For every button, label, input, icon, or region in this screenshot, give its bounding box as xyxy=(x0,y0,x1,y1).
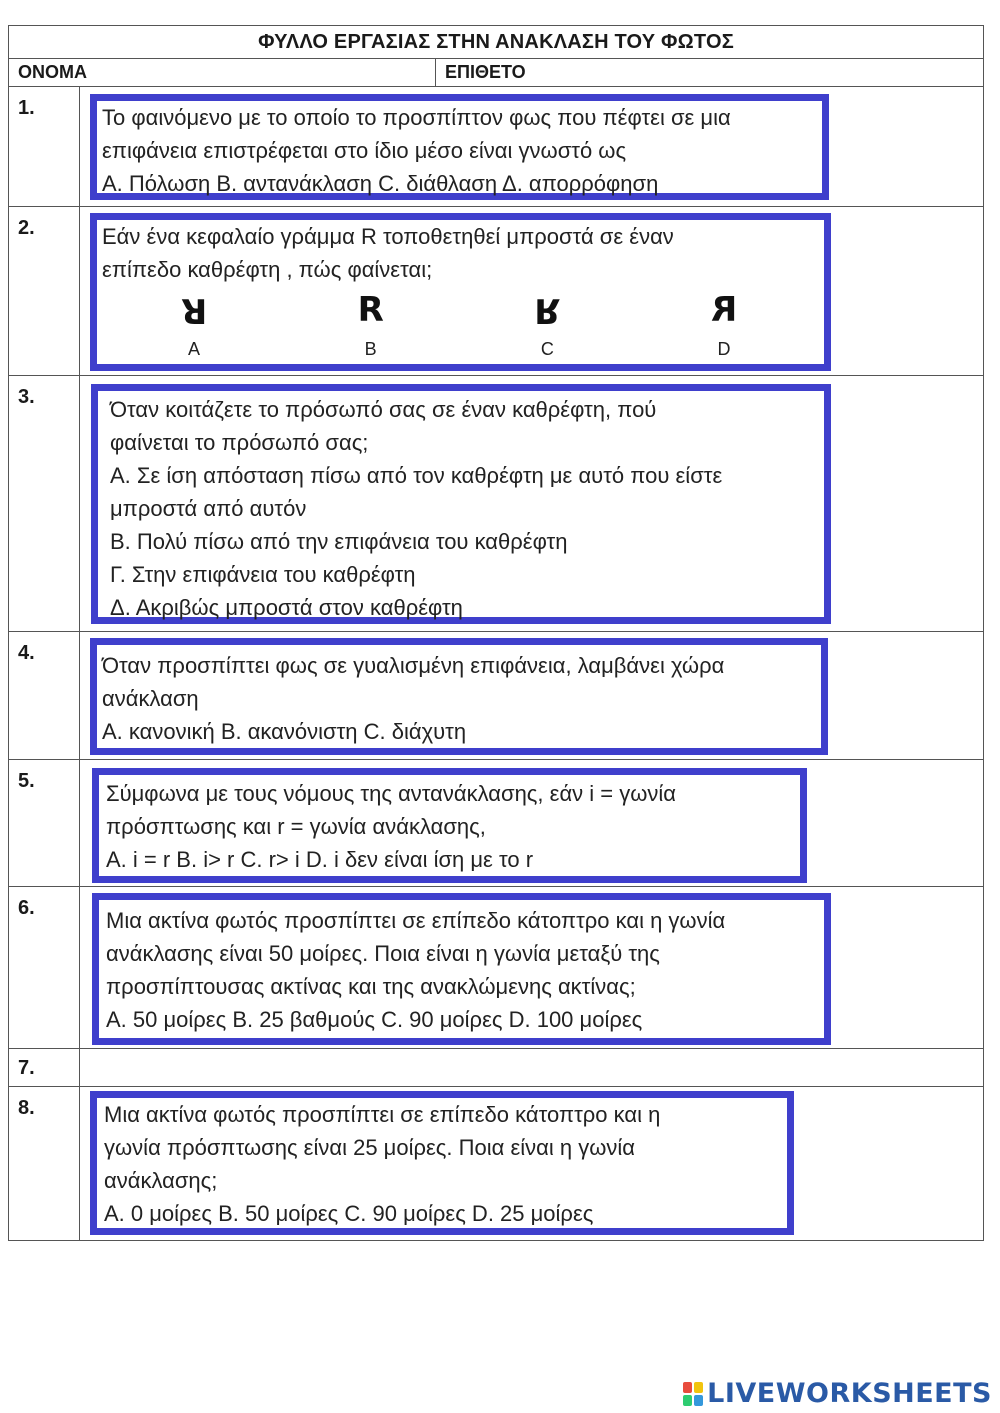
liveworksheets-logo xyxy=(683,1378,992,1409)
normal-r-glyph: R xyxy=(357,290,384,330)
question-box-4[interactable] xyxy=(90,638,828,755)
question-row-7 xyxy=(9,1049,983,1087)
question-text-line: γωνία πρόσπτωσης είναι 25 μοίρες. Ποια είναι η γωνία xyxy=(104,1135,635,1160)
mirrored-r-glyph: R xyxy=(710,290,738,330)
question-number: 6. xyxy=(9,887,80,1048)
question-text-line: επίπεδο καθρέφτη , πώς φαίνεται; xyxy=(102,257,433,282)
option-c[interactable] xyxy=(517,290,577,362)
question-text-line: ανάκλασης είναι 50 μοίρες. Ποια είναι η γωνία μεταξύ της xyxy=(106,941,660,966)
answer-option-b: B. Πολύ πίσω από την επιφάνεια του καθρέφτη xyxy=(110,529,568,554)
question-row-3 xyxy=(9,376,983,632)
question-text-line: Εάν ένα κεφαλαίο γράμμα R τοποθετηθεί μπροστά σε έναν xyxy=(102,224,674,249)
question-box-8[interactable] xyxy=(90,1091,794,1235)
question-text-line: Μια ακτίνα φωτός προσπίπτει σε επίπεδο κάτοπτρο και η xyxy=(104,1102,661,1127)
name-row xyxy=(9,59,983,87)
question-box-3[interactable] xyxy=(91,384,831,624)
question-text-line: προσπίπτουσας ακτίνας και της ανακλώμενης ακτίνας; xyxy=(106,974,636,999)
question-box-5[interactable] xyxy=(92,768,807,883)
question-text-line: επιφάνεια επιστρέφεται στο ίδιο μέσο είναι γνωστό ως xyxy=(102,138,627,163)
option-b[interactable] xyxy=(341,290,401,362)
question-text-line: φαίνεται το πρόσωπό σας; xyxy=(110,430,369,455)
option-a[interactable] xyxy=(164,290,224,362)
surname-field[interactable] xyxy=(436,59,983,86)
option-label: C xyxy=(540,339,554,359)
option-label: D xyxy=(717,339,731,359)
question-text-line: Μια ακτίνα φωτός προσπίπτει σε επίπεδο κάτοπτρο και η γωνία xyxy=(106,908,726,933)
option-d[interactable] xyxy=(694,290,754,362)
question-text-line: Όταν κοιτάζετε το πρόσωπό σας σε έναν καθρέφτη, πού xyxy=(110,397,657,422)
answer-option-a-cont: μπροστά από αυτόν xyxy=(110,496,307,521)
answer-option-d: Δ. Ακριβώς μπροστά στον καθρέφτη xyxy=(110,595,463,620)
option-label: B xyxy=(364,339,377,359)
question-text-line: ανάκλασης; xyxy=(104,1168,218,1193)
question-box-1[interactable] xyxy=(90,94,829,200)
worksheet-title: ΦΥΛΛΟ ΕΡΓΑΣΙΑΣ ΣΤΗΝ ΑΝΑΚΛΑΣΗ ΤΟΥ ΦΩΤΟΣ xyxy=(9,26,983,59)
question-box-2[interactable] xyxy=(90,213,831,371)
question-text-line: Το φαινόμενο με το οποίο το προσπίπτον φως που πέφτει σε μια xyxy=(102,105,731,130)
answer-options: A. κανονική B. ακανόνιστη C. διάχυτη xyxy=(102,719,467,744)
question-number: 8. xyxy=(9,1087,80,1240)
answer-options: A. Πόλωση B. αντανάκλαση C. διάθλαση Δ. απορρόφηση xyxy=(102,171,659,196)
question-text-line: ανάκλαση xyxy=(102,686,199,711)
r-mirror-options xyxy=(102,290,824,362)
question-box-6[interactable] xyxy=(92,893,831,1045)
question-number: 5. xyxy=(9,760,80,886)
brand-text: LIVEWORKSHEETS xyxy=(707,1378,992,1409)
question-number: 7. xyxy=(9,1049,80,1086)
answer-option-c: Γ. Στην επιφάνεια του καθρέφτη xyxy=(110,562,416,587)
question-number: 3. xyxy=(9,376,80,631)
question-text-line: πρόσπτωσης και r = γωνία ανάκλασης, xyxy=(106,814,486,839)
question-number: 1. xyxy=(9,87,80,206)
answer-options: A. i = r B. i> r C. r> i D. i δεν είναι ίση με το r xyxy=(106,847,534,872)
question-row-2 xyxy=(9,207,983,376)
question-text-line: Σύμφωνα με τους νόμους της αντανάκλασης, εάν i = γωνία xyxy=(106,781,677,806)
answer-options: A. 50 μοίρες B. 25 βαθμούς C. 90 μοίρες D. 100 μοίρες xyxy=(106,1007,643,1032)
name-field[interactable] xyxy=(9,59,436,86)
question-row-4 xyxy=(9,632,983,760)
flipped-vertical-r-glyph: R xyxy=(534,290,561,330)
question-row-6 xyxy=(9,887,983,1049)
question-row-1 xyxy=(9,87,983,207)
question-number: 2. xyxy=(9,207,80,375)
question-text-line: Όταν προσπίπτει φως σε γυαλισμένη επιφάνεια, λαμβάνει χώρα xyxy=(102,653,725,678)
question-number: 4. xyxy=(9,632,80,759)
answer-option-a: A. Σε ίση απόσταση πίσω από τον καθρέφτη με αυτό που είστε xyxy=(110,463,723,488)
name-label: ΟΝΟΜΑ xyxy=(18,62,87,82)
question-row-8 xyxy=(9,1087,983,1240)
question-row-5 xyxy=(9,760,983,887)
surname-label: ΕΠΙΘΕΤΟ xyxy=(445,62,526,82)
option-label: A xyxy=(187,339,200,359)
liveworksheets-icon xyxy=(683,1382,703,1406)
rotated-r-glyph: R xyxy=(180,290,208,330)
answer-options: A. 0 μοίρες B. 50 μοίρες C. 90 μοίρες D. 25 μοίρες xyxy=(104,1201,594,1226)
worksheet-table xyxy=(8,25,984,1241)
